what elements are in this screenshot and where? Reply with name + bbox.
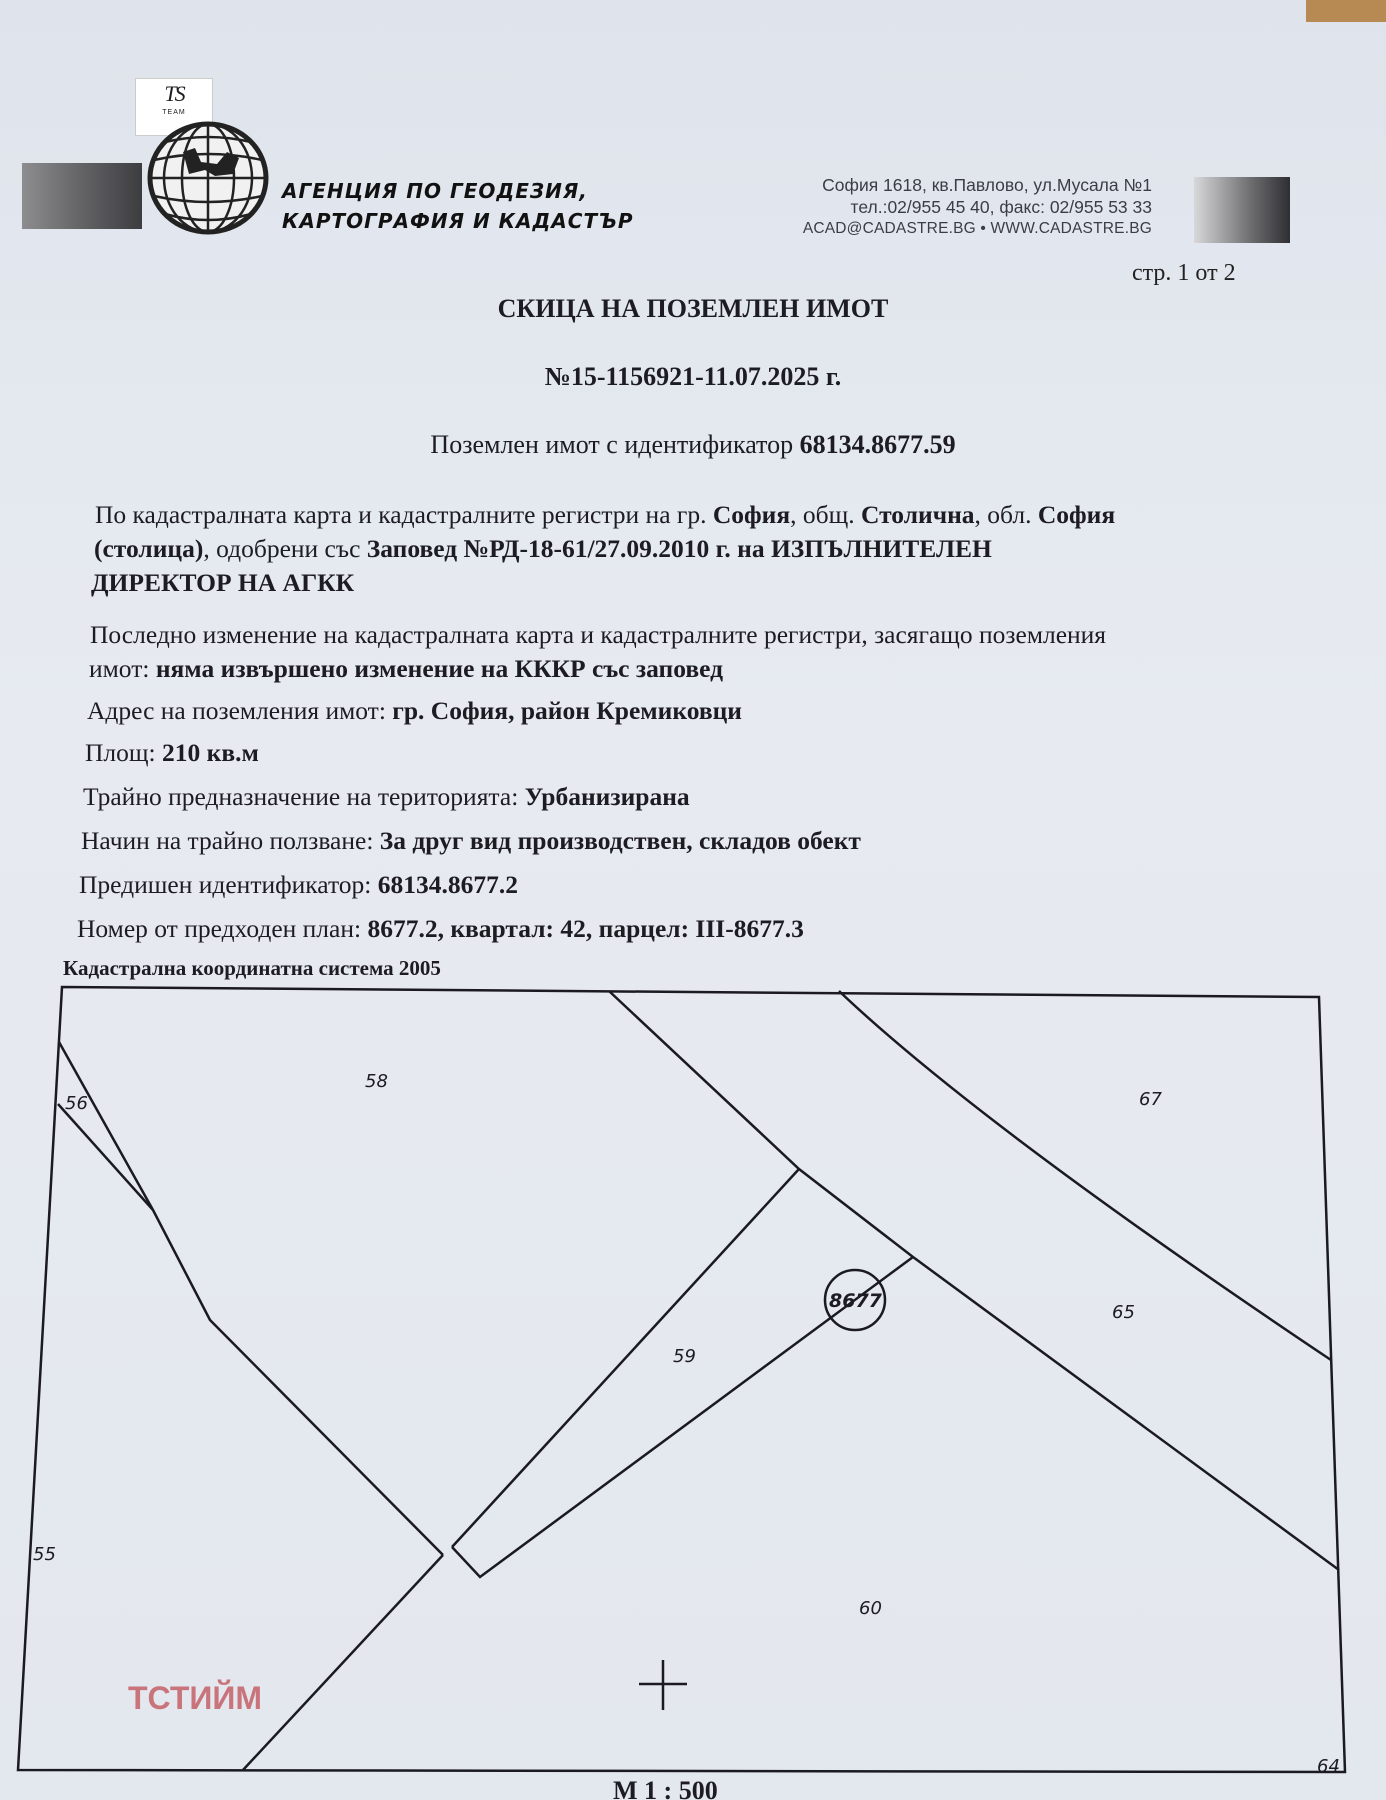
field-previous-id — [79, 870, 518, 900]
table-edge — [1306, 0, 1386, 22]
field-address — [87, 696, 742, 726]
header-gradient-right — [1194, 177, 1290, 243]
globe-icon — [145, 118, 271, 236]
coordinate-system-label: Кадастрална координатна система 2005 — [63, 956, 441, 980]
cadastre-line-2 — [94, 534, 992, 564]
logo-monogram: TS — [164, 81, 184, 106]
agency-name-line-1: АГЕНЦИЯ ПО ГЕОДЕЗИЯ, — [282, 179, 588, 203]
field-purpose-label: Трайно предназначение на територията: — [83, 782, 525, 811]
cadastre-city: София — [712, 500, 791, 529]
header-gradient-left — [22, 163, 142, 229]
parcel-label: 64 — [1317, 1756, 1340, 1777]
boundary-58-west — [59, 1042, 443, 1555]
last-change-value: няма извършено изменение на КККР със заповед — [155, 654, 724, 683]
document-title: СКИЦА НА ПОЗЕМЛЕН ИМОТ — [497, 294, 889, 323]
field-prior-plan — [77, 914, 804, 944]
boundary-67 — [839, 991, 1331, 1360]
map-scale: М 1 : 500 — [613, 1776, 718, 1800]
boundary-60-west — [243, 1555, 443, 1770]
agency-phone: тел.:02/955 45 40, факс: 02/955 53 33 — [850, 197, 1152, 217]
cadastre-order: Заповед №РД-18-61/27.09.2010 г. на ИЗПЪЛНИТЕЛЕН — [366, 534, 992, 563]
cadastre-line-3 — [91, 568, 354, 598]
cadastre-line-1 — [95, 500, 1115, 530]
parcel-label: 56 — [65, 1093, 88, 1114]
agency-address: София 1618, кв.Павлово, ул.Мусала №1 — [822, 175, 1152, 195]
last-change-line-1: Последно изменение на кадастралната карта и кадастралните регистри, засягащо поземления — [90, 620, 1107, 649]
field-area-label: Площ: — [85, 738, 162, 767]
field-previous-id-value: 68134.8677.2 — [377, 870, 518, 899]
parcel-label: 67 — [1139, 1089, 1162, 1110]
field-purpose-value: Урбанизирана — [524, 782, 690, 811]
cadastre-municipality: Столична — [861, 500, 975, 529]
agency-web: ACAD@CADASTRE.BG • WWW.CADASTRE.BG — [802, 220, 1152, 237]
boundary-65-south — [609, 991, 1339, 1570]
field-area — [85, 738, 259, 768]
agency-contact — [760, 174, 1152, 240]
document-number: №15-1156921-11.07.2025 г. — [544, 362, 842, 391]
field-usage — [81, 826, 861, 856]
field-previous-id-label: Предишен идентификатор: — [79, 870, 378, 899]
field-purpose — [83, 782, 690, 812]
identifier-label: Поземлен имот с идентификатор — [430, 430, 794, 459]
parcel-label: 55 — [33, 1544, 56, 1565]
agency-name — [282, 176, 634, 236]
field-area-value: 210 кв.м — [162, 738, 259, 767]
parcel-identifier — [0, 430, 1386, 460]
last-change-line-2 — [89, 654, 723, 684]
cadastre-region-cont: (столица) — [94, 534, 204, 563]
field-prior-plan-value: 8677.2, квартал: 42, парцел: III-8677.3 — [367, 914, 804, 943]
identifier-value: 68134.8677.59 — [799, 430, 956, 459]
field-prior-plan-label: Номер от предходен план: — [77, 914, 368, 943]
page-number: стр. 1 от 2 — [1132, 260, 1236, 286]
cadastre-text: , обл. — [974, 500, 1038, 529]
field-usage-label: Начин на трайно ползване: — [81, 826, 380, 855]
field-address-value: гр. София, район Кремиковци — [392, 696, 742, 725]
parcel-label: 59 — [673, 1346, 696, 1367]
parcel-label: 65 — [1112, 1302, 1135, 1323]
cadastre-order-cont: ДИРЕКТОР НА АГКК — [91, 568, 355, 597]
boundary-59-west — [452, 1169, 799, 1547]
watermark-text: ТСТИЙМ — [128, 1680, 263, 1716]
field-address-label: Адрес на поземления имот: — [87, 696, 393, 725]
field-usage-value: За друг вид производствен, складов обект — [379, 826, 861, 855]
agency-name-line-2: КАРТОГРАФИЯ И КАДАСТЪР — [282, 209, 634, 233]
last-change-label: имот: — [89, 654, 156, 683]
cadastre-text: , одобрени със — [203, 534, 367, 563]
cadastral-map — [0, 975, 1386, 1800]
parcel-label: 58 — [365, 1071, 388, 1092]
logo-team-text: TEAM — [162, 109, 186, 116]
parcel-label: 60 — [859, 1598, 882, 1619]
cadastre-text: , общ. — [790, 500, 862, 529]
cadastre-region: София — [1037, 500, 1116, 529]
cadastre-text: По кадастралната карта и кадастралните регистри на гр. — [95, 500, 713, 529]
boundary-56 — [58, 1104, 153, 1210]
quarter-label: 8677 — [829, 1290, 882, 1312]
